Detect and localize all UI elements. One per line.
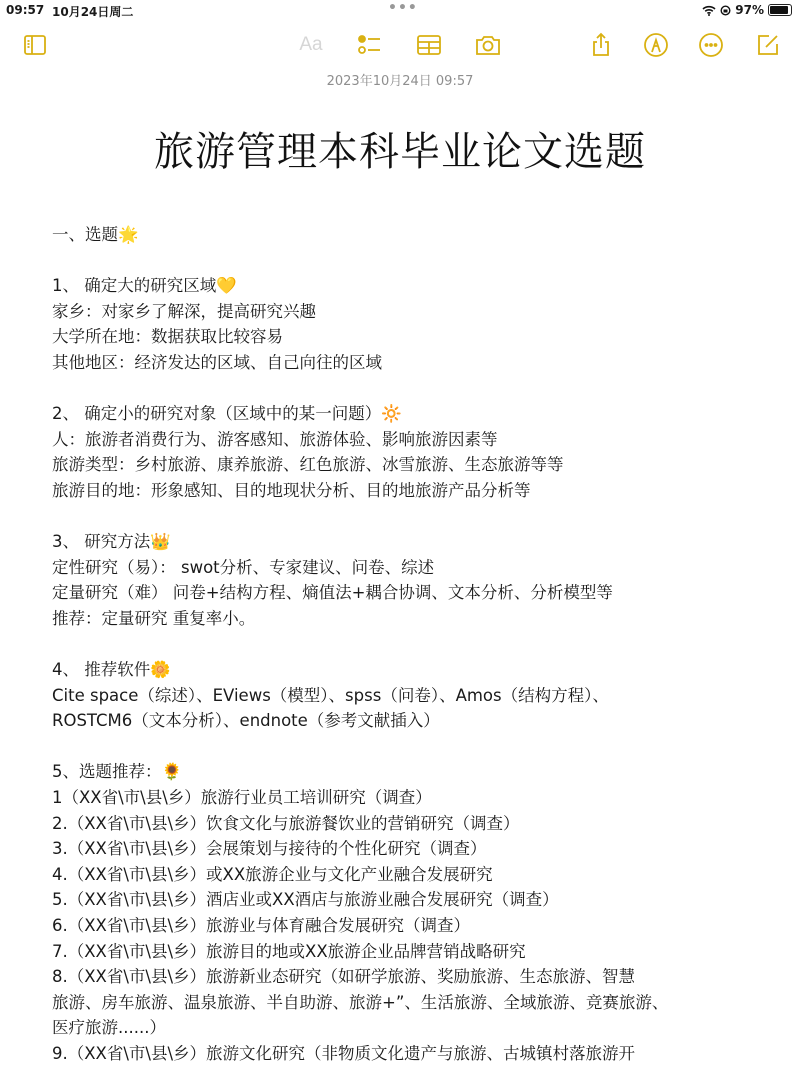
topic-item: 4.（XX省\市\县\乡）或XX旅游企业与文化产业融合发展研究 <box>52 864 493 884</box>
topic-item: 9.（XX省\市\县\乡）旅游文化研究（非物质文化遗产与旅游、古城镇村落旅游开 <box>52 1044 636 1063</box>
section-heading: 一、选题🌟 <box>52 225 139 244</box>
status-time: 09:57 <box>6 3 45 17</box>
status-date: 10月24日周二 <box>52 5 134 19</box>
sidebar-toggle-button[interactable] <box>20 30 50 60</box>
part1-line: 其他地区：经济发达的区域、自己向往的区域 <box>52 352 382 372</box>
note-date: 2023年10月24日 09:57 <box>326 74 474 89</box>
part1-line: 大学所在地：数据获取比较容易 <box>52 327 283 347</box>
part3-line: 定量研究（难） 问卷+结构方程、熵值法+耦合协调、文本分析、分析模型等 <box>52 583 613 603</box>
part5-heading: 5、选题推荐：🌻 <box>52 762 183 782</box>
part3-heading: 3、 研究方法👑 <box>52 532 171 552</box>
part2-line: 旅游类型：乡村旅游、康养旅游、红色旅游、冰雪旅游、生态旅游等等 <box>52 455 564 475</box>
status-right <box>702 3 792 17</box>
status-bar <box>0 0 800 22</box>
camera-button[interactable] <box>473 30 503 60</box>
part3-line: 定性研究（易）： swot分析、专家建议、问卷、综述 <box>52 557 435 577</box>
markup-button[interactable] <box>641 30 671 60</box>
topic-item: 3.（XX省\市\县\乡）会展策划与接待的个性化研究（调查） <box>52 839 487 859</box>
notes-toolbar <box>0 30 800 60</box>
topic-item: 1（XX省\市\县\乡）旅游行业员工培训研究（调查） <box>52 788 432 808</box>
battery-icon <box>768 4 792 16</box>
format-button[interactable]: Aa <box>299 34 323 55</box>
part4-heading: 4、 推荐软件🌼 <box>52 660 171 680</box>
part2-line: 人：旅游者消费行为、游客感知、旅游体验、影响旅游因素等 <box>52 429 498 449</box>
share-icon <box>588 32 614 58</box>
topic-item: 2.（XX省\市\县\乡）饮食文化与旅游餐饮业的营销研究（调查） <box>52 813 520 833</box>
note-title[interactable]: 旅游管理本科毕业论文选题 <box>154 129 646 175</box>
table-button[interactable] <box>414 30 444 60</box>
topic-item: 5.（XX省\市\县\乡）酒店业或XX酒店与旅游业融合发展研究（调查） <box>52 890 559 910</box>
topic-item-continued: 医疗旅游......） <box>52 1018 166 1038</box>
sidebar-icon <box>22 32 48 58</box>
table-icon <box>416 32 442 58</box>
part4-line: ROSTCM6（文本分析）、endnote（参考文献插入） <box>52 711 440 731</box>
topic-item: 8.（XX省\市\县\乡）旅游新业态研究（如研学旅游、奖励旅游、生态旅游、智慧 <box>52 967 636 987</box>
compose-icon <box>755 32 781 58</box>
part1-heading: 1、 确定大的研究区域💛 <box>52 276 237 296</box>
part1-line: 家乡：对家乡了解深，提高研究兴趣 <box>52 301 316 321</box>
share-button[interactable] <box>586 30 616 60</box>
compose-button[interactable] <box>753 30 783 60</box>
part2-line: 旅游目的地：形象感知、目的地现状分析、目的地旅游产品分析等 <box>52 480 531 500</box>
part4-line: Cite space（综述）、EViews（模型）、spss（问卷）、Amos（结构方程）、 <box>52 685 609 705</box>
checklist-icon <box>357 32 383 58</box>
wifi-icon <box>702 5 716 16</box>
part2-heading: 2、 确定小的研究对象（区域中的某一问题）🔆 <box>52 404 402 424</box>
more-icon <box>698 32 724 58</box>
camera-icon <box>475 32 501 58</box>
more-button[interactable] <box>696 30 726 60</box>
orientation-lock-icon <box>720 5 731 16</box>
topic-item: 6.（XX省\市\县\乡）旅游业与体育融合发展研究（调查） <box>52 916 471 936</box>
multitasking-dots-icon[interactable]: ••• <box>388 0 418 16</box>
markup-pen-icon <box>643 32 669 58</box>
part3-line: 推荐：定量研究 重复率小。 <box>52 608 256 628</box>
topic-item-continued: 旅游、房车旅游、温泉旅游、半自助游、旅游+”、生活旅游、全域旅游、竞赛旅游、 <box>52 992 669 1012</box>
checklist-button[interactable] <box>355 30 385 60</box>
battery-percent: 97% <box>735 3 764 17</box>
topic-item: 7.（XX省\市\县\乡）旅游目的地或XX旅游企业品牌营销战略研究 <box>52 941 526 961</box>
note-body[interactable] <box>52 222 760 1067</box>
